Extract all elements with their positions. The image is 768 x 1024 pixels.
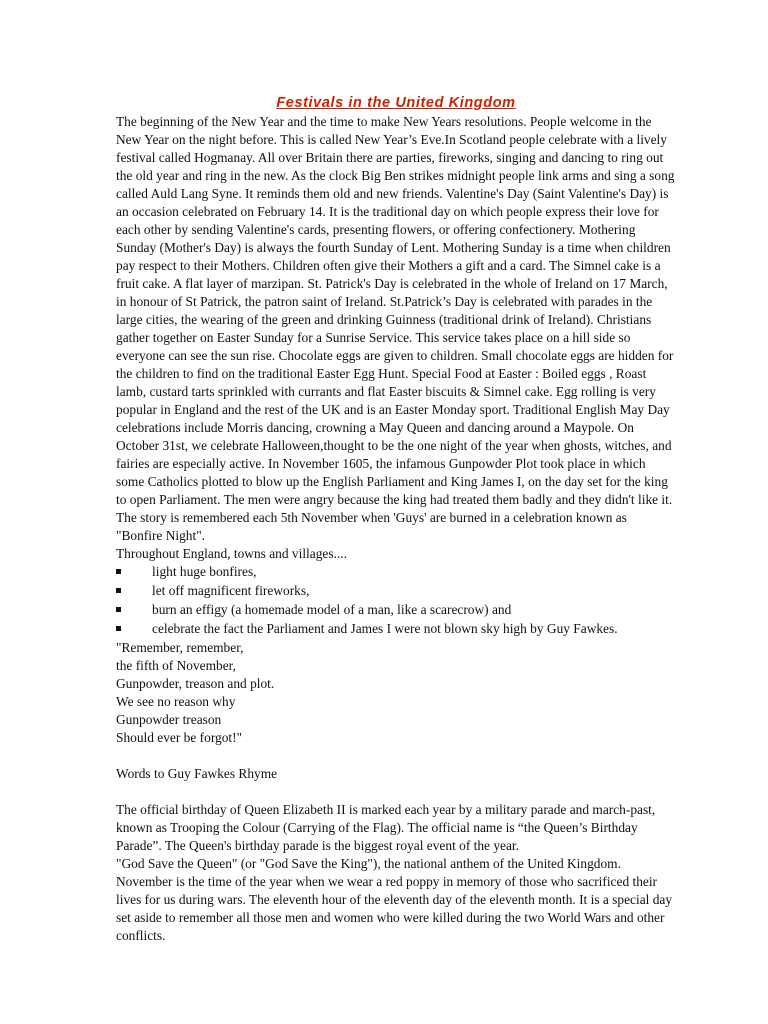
- list-item: [116, 620, 676, 638]
- anthem-remembrance-paragraph: "God Save the Queen" (or "God Save the King"), the national anthem of the United Kingdom. November is the time of the year when we wear a red poppy in memory of those who sacrificed their lives for us during wars. The eleventh hour of the eleventh day of the eleventh month. It is a special day set aside to remember all those men and women who were killed during the two World Wars and other conflicts.: [116, 856, 673, 943]
- list-item-text: burn an effigy (a homemade model of a man, like a scarecrow) and: [152, 602, 512, 617]
- square-bullet-icon: [116, 626, 121, 631]
- poem-line: Gunpowder treason: [116, 712, 222, 727]
- queens-birthday-paragraph: The official birthday of Queen Elizabeth II is marked each year by a military parade and march-past, known as Trooping the Colour (Carrying of the Flag). The official name is “the Queen’s Birthday Parade”. The Queen's birthday parade is the biggest royal event of the year.: [116, 802, 656, 853]
- poem-line: Should ever be forgot!": [116, 730, 243, 745]
- document-page: [116, 94, 676, 945]
- square-bullet-icon: [116, 607, 121, 612]
- poem-line: the fifth of November,: [116, 658, 236, 673]
- poem-caption: Words to Guy Fawkes Rhyme: [116, 766, 278, 781]
- list-item: [116, 563, 676, 581]
- poem-line: "Remember, remember,: [116, 640, 244, 655]
- bonfire-activities-list: [116, 563, 676, 638]
- poem-line: We see no reason why: [116, 694, 236, 709]
- list-item-text: celebrate the fact the Parliament and James I were not blown sky high by Guy Fawkes.: [152, 621, 618, 636]
- poem-line: Gunpowder, treason and plot.: [116, 676, 275, 691]
- square-bullet-icon: [116, 588, 121, 593]
- list-item: [116, 582, 676, 600]
- guy-fawkes-rhyme: [116, 639, 676, 747]
- document-title: Festivals in the United Kingdom: [276, 95, 516, 111]
- list-item-text: let off magnificent fireworks,: [152, 583, 310, 598]
- spacer: [116, 747, 676, 765]
- square-bullet-icon: [116, 569, 121, 574]
- list-intro: Throughout England, towns and villages....: [116, 546, 347, 561]
- intro-paragraph: The beginning of the New Year and the time to make New Years resolutions. People welcome in the New Year on the night before. This is called New Year’s Eve.In Scotland people celebrate with a lively festival called Hogmanay. All over Britain there are parties, fireworks, singing and dancing to ring out the old year and ring in the new. As the clock Big Ben strikes midnight people link arms and sing a song called Auld Lang Syne. It reminds them old and new friends. Valentine's Day (Saint Valentine's Day) is an occasion celebrated on February 14. It is the traditional day on which people express their love for each other by sending Valentine's cards, presenting flowers, or offering confectionery. Mothering Sunday (Mother's Day) is always the fourth Sunday of Lent. Mothering Sunday is a time when children pay respect to their Mothers. Children often give their Mothers a gift and a card. The Simnel cake is a fruit cake. A flat layer of marzipan. St. Patrick's Day is celebrated in the whole of Ireland on 17 March, in honour of St Patrick, the patron saint of Ireland. St.Patrick’s Day is celebrated with parades in the large cities, the wearing of the green and drinking Guinness (traditional drink of Ireland). Christians gather together on Easter Sunday for a Sunrise Service. This service takes place on a hill side so everyone can see the sun rise. Chocolate eggs are given to children. Small chocolate eggs are hidden for the children to find on the traditional Easter Egg Hunt. Special Food at Easter : Boiled eggs , Roast lamb, custard tarts sprinkled with currants and flat Easter biscuits & Simnel cake. Egg rolling is very popular in England and the rest of the UK and is an Easter Monday sport. Traditional English May Day celebrations include Morris dancing, crowning a May Queen and dancing around a Maypole. On October 31st, we celebrate Halloween,thought to be the one night of the year when ghosts, witches, and fairies are especially active. In November 1605, the infamous Gunpowder Plot took place in which some Catholics plotted to blow up the English Parliament and King James I, on the day set for the king to open Parliament. The men were angry because the king had treated them badly and they didn't like it. The story is remembered each 5th November when 'Guys' are burned in a celebration known as "Bonfire Night".: [116, 114, 675, 543]
- list-item: [116, 601, 676, 619]
- list-item-text: light huge bonfires,: [152, 564, 257, 579]
- spacer: [116, 783, 676, 801]
